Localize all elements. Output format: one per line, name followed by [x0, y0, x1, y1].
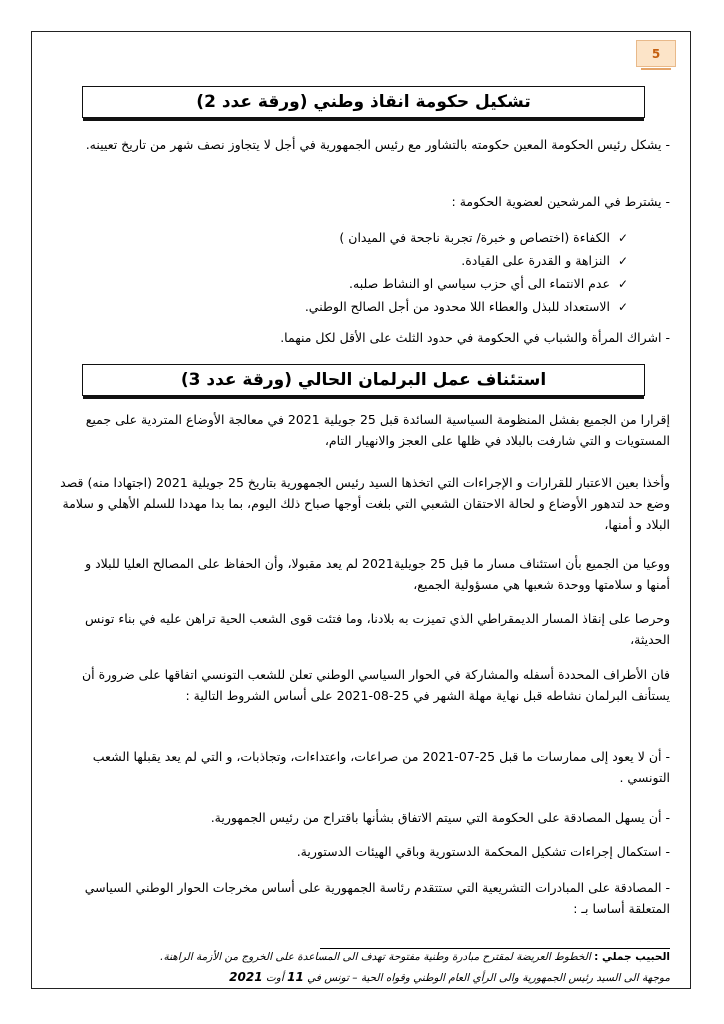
condition-item: [108, 249, 628, 273]
footer-line-2: [90, 970, 670, 984]
footer-initiative-title: الخطوط العريضة لمقترح مبادرة وطنية مفتوحة تهدف الى المساعدة على الخروج من الأزمة الراهنة.: [160, 951, 591, 963]
checkmark-icon: ✓: [617, 300, 628, 314]
condition-no-return: - أن لا يعود إلى ممارسات ما قبل 25-07-2021 من صراعات، واعتداءات، وتجاذبات، و التي لم يعد يقبلها الشعب التونسي .: [92, 749, 670, 785]
candidate-conditions-intro: - يشترط في المرشحين لعضوية الحكومة :: [451, 194, 670, 209]
footer-author: الحبيب جملي :: [594, 951, 670, 963]
condition-item: [108, 272, 628, 296]
paragraph-acknowledgement: إقرارا من الجميع بفشل المنظومة السياسية السائدة قبل 25 جويلية 2021 في معالجة الأوضاع المتردية على جميع المستويات و التي شارفت بالبلاد في ظلها على العجز والانهيار التام،: [85, 412, 670, 448]
checkmark-icon: ✓: [617, 231, 628, 245]
checkmark-icon: ✓: [617, 277, 628, 291]
condition-legislative-initiatives: - المصادقة على المبادرات التشريعية التي ستتقدم رئاسة الجمهورية على أساس مخرجات الحوار الوطني السياسي المتعلقة أساسا بـ :: [84, 880, 670, 916]
condition-text: النزاهة و القدرة على القيادة.: [461, 253, 610, 268]
condition-constitutional-court: - استكمال إجراءات تشكيل المحكمة الدستورية وباقي الهيئات الدستورية.: [296, 844, 670, 859]
government-formation-paragraph: - يشكل رئيس الحكومة المعين حكومته بالتشاور مع رئيس الجمهورية في أجل لا يتجاوز نصف شهر من تاريخ تعيينه.: [85, 137, 670, 152]
section-heading-government: تشكيل حكومة انقاذ وطني (ورقة عدد 2): [82, 86, 645, 118]
paragraph-agreement: فان الأطراف المحددة أسفله والمشاركة في الحوار السياسي الوطني تعلن للشعب التونسي اتفاقها على ضرورة أن يستأنف البرلمان نشاطه قبل نهاية مهلة الشهر في 25-08-2021 على أساس الشروط التالية :: [81, 667, 670, 703]
condition-text: عدم الانتماء الى أي حزب سياسي او النشاط صلبه.: [349, 276, 610, 291]
condition-text: الكفاءة (اختصاص و خبرة/ تجربة ناجحة في الميدان ): [339, 230, 610, 245]
section-heading-parliament: استئناف عمل البرلمان الحالي (ورقة عدد 3): [82, 364, 645, 396]
paragraph-awareness: ووعيا من الجميع بأن استئناف مسار ما قبل 25 جويلية2021 لم يعد مقبولا، وأن الحفاظ على المصالح العليا للبلاد و أمنها و سلامتها ووحدة شعبها هي مسؤولية الجميع،: [85, 556, 670, 592]
women-youth-paragraph: - اشراك المرأة والشباب في الحكومة في حدود الثلث على الأقل لكل منهما.: [280, 330, 670, 345]
condition-item: [108, 295, 628, 319]
footer-day: 11: [287, 970, 304, 984]
condition-text: الاستعداد للبذل والعطاء اللا محدود من أجل الصالح الوطني.: [304, 299, 610, 314]
footer-year: 2021: [229, 970, 263, 984]
footer-addressee: موجهة الى السيد رئيس الجمهورية والى الرأي العام الوطني وقواه الحية – تونس في: [307, 972, 670, 984]
footer-line-1: [90, 951, 670, 963]
checkmark-icon: ✓: [617, 254, 628, 268]
paragraph-consideration: وأخذا بعين الاعتبار للقرارات و الإجراءات التي اتخذها السيد رئيس الجمهورية بتاريخ 25 جويلية 2021 (اجتهادا منه) قصد وضع حد لتدهور الأوضاع و لحالة الاحتقان الشعبي التي بلغت أوجها صباح ذلك اليوم، بما بدا مهددا للسلم الأهلي و سلامة البلاد و أمنها،: [60, 475, 670, 532]
page-number: 5: [636, 40, 676, 67]
paragraph-democracy: وحرصا على إنقاذ المسار الديمقراطي الذي تميزت به بلادنا، وما فتئت قوى الشعب الحية تراهن عليه في بناء تونس الحديثة،: [85, 611, 670, 647]
footer-divider: [320, 948, 670, 949]
condition-item: [108, 226, 628, 250]
condition-approve-government: - أن يسهل المصادقة على الحكومة التي سيتم الاتفاق بشأنها باقتراح من رئيس الجمهورية.: [210, 810, 670, 825]
footer-month: أوت: [265, 972, 284, 984]
